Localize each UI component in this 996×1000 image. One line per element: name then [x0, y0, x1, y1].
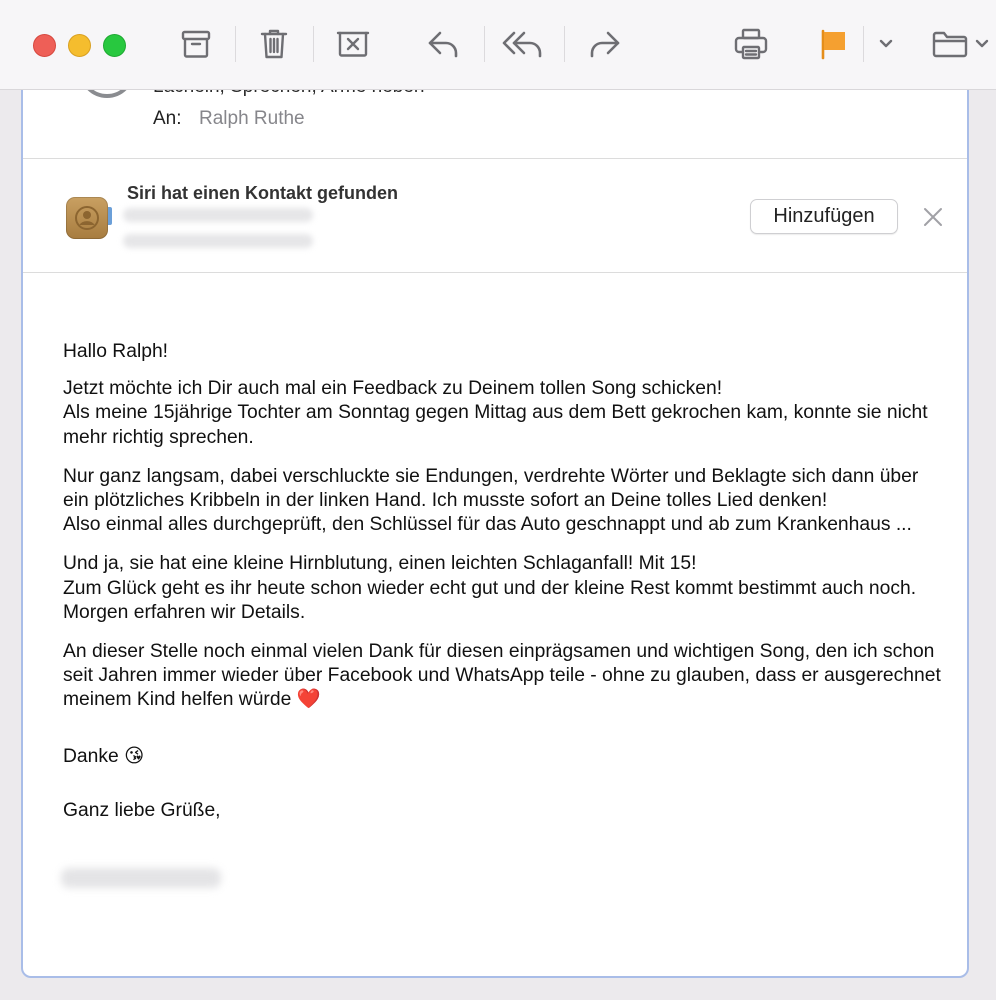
header-divider	[23, 158, 969, 159]
print-icon[interactable]	[731, 24, 771, 64]
reply-icon[interactable]	[424, 24, 464, 64]
thanks-line: Danke 😘	[63, 745, 145, 767]
paragraph-2: Nur ganz langsam, dabei verschluckte sie Endungen, verdrehte Wörter und Beklagte sich dann über ein plötzliches Kribbeln in der linken Hand. Ich musste sofort an Deine tolles Lied denken! Also einmal alles durchgeprüft, den Schlüssel für das Auto geschnappt und ab zum Krankenhaus ...	[63, 465, 919, 536]
greeting: Hallo Ralph!	[63, 341, 169, 362]
message-body	[63, 340, 943, 823]
redacted-contact-email	[123, 234, 313, 248]
flag-icon[interactable]	[816, 24, 850, 64]
chevron-down-icon[interactable]	[876, 24, 896, 64]
contacts-app-icon	[66, 197, 108, 239]
paragraph-4: An dieser Stelle noch einmal vielen Dank für diesen einprägsamen und wichtigen Song, den ich schon seit Jahren immer wieder über Facebook und WhatsApp teile - ohne zu glauben, dass er ausgerechnet meinem Kind helfen würde ❤️	[63, 641, 941, 711]
toolbar	[0, 0, 996, 90]
add-contact-button[interactable]: Hinzufügen	[750, 199, 898, 234]
paragraph-3: Und ja, sie hat eine kleine Hirnblutung, einen leichten Schlaganfall! Mit 15! Zum Glück geht es ihr heute schon wieder echt gut und der kleine Rest kommt bestimmt auch noch. Morgen erfahren wir Details.	[63, 553, 917, 623]
siri-suggestion-title: Siri hat einen Kontakt gefunden	[127, 183, 399, 203]
zoom-window-button[interactable]	[103, 34, 126, 57]
recipient-name[interactable]: Ralph Ruthe	[199, 108, 305, 129]
paragraph-1: Jetzt möchte ich Dir auch mal ein Feedback zu Deinem tollen Song schicken! Als meine 15jährige Tochter am Sonntag gegen Mittag aus dem Bett gekrochen kam, konnte sie nicht mehr richtig sprechen.	[63, 378, 928, 448]
close-icon[interactable]	[922, 206, 944, 228]
trash-icon[interactable]	[257, 24, 291, 64]
redacted-signature	[61, 868, 221, 888]
forward-icon[interactable]	[584, 24, 624, 64]
junk-icon[interactable]	[334, 24, 372, 64]
archive-icon[interactable]	[178, 24, 214, 64]
message-view	[21, 60, 969, 978]
redacted-contact-name	[123, 208, 313, 222]
folder-icon[interactable]	[930, 24, 970, 64]
siri-divider	[23, 272, 969, 273]
close-window-button[interactable]	[33, 34, 56, 57]
reply-all-icon[interactable]	[502, 24, 546, 64]
to-label: An:	[153, 108, 182, 129]
closing-line: Ganz liebe Grüße,	[63, 799, 221, 821]
minimize-window-button[interactable]	[68, 34, 91, 57]
folder-chevron-icon[interactable]	[972, 24, 992, 64]
